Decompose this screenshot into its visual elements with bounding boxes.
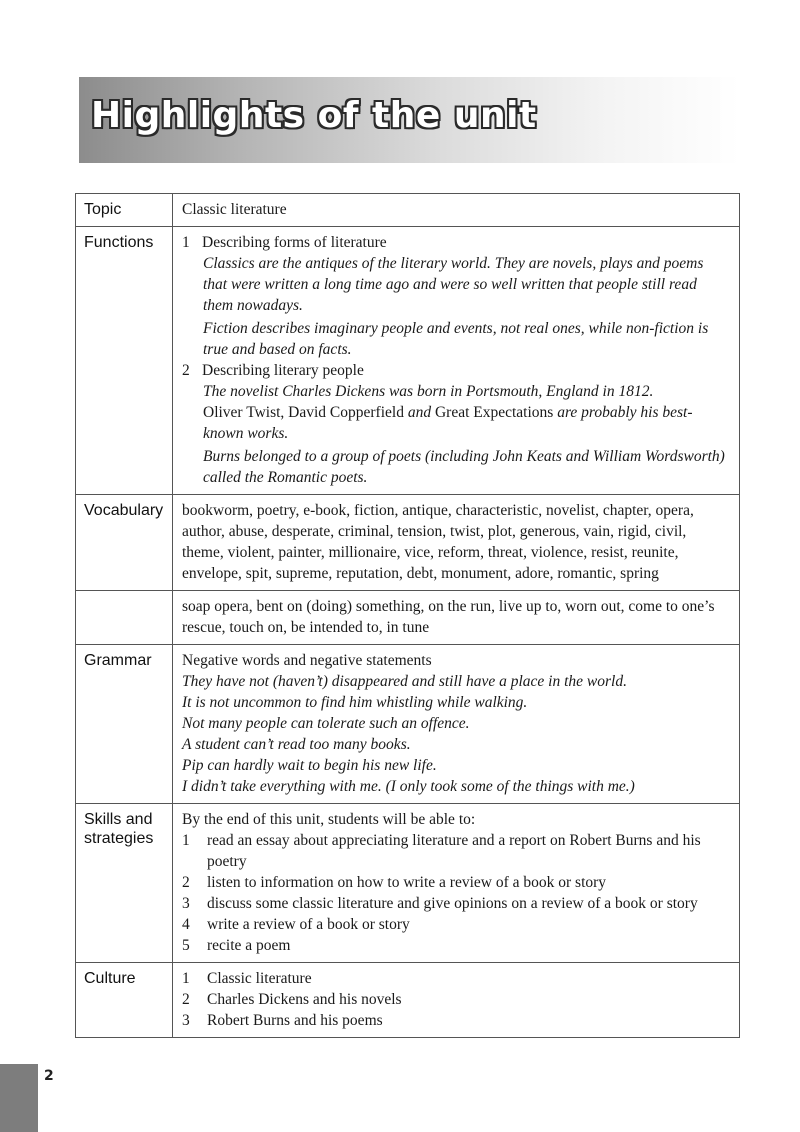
skills-item	[182, 872, 729, 893]
functions-label: Functions	[76, 227, 173, 495]
skills-item	[182, 893, 729, 914]
grammar-example: Not many people can tolerate such an offence.	[182, 715, 470, 732]
example-rest: are probably his best-known works.	[203, 404, 693, 442]
culture-item-number: 2	[182, 991, 190, 1008]
highlights-table	[75, 193, 740, 1038]
skills-item-number: 1	[182, 832, 190, 849]
culture-item	[182, 1010, 729, 1031]
skills-item-number: 5	[182, 937, 190, 954]
vocabulary-words: bookworm, poetry, e-book, fiction, antique, characteristic, novelist, chapter, opera, author, abuse, desperate, criminal, tension, twist, plot, generous, vain, rigid, civil, theme, violent, painter, millionaire, vice, reform, threat, violence, resist, reunite, envelope, spit, supreme, reputation, debt, monument, adore, romantic, spring	[173, 495, 740, 591]
skills-item-text: write a review of a book or story	[207, 916, 410, 933]
culture-item-text: Charles Dickens and his novels	[207, 991, 402, 1008]
culture-item-text: Robert Burns and his poems	[207, 1012, 383, 1029]
functions-row	[76, 227, 740, 495]
grammar-example: I didn’t take everything with me. (I only took some of the things with me.)	[182, 778, 635, 795]
skills-item-text: read an essay about appreciating literature and a report on Robert Burns and his poetry	[207, 832, 701, 870]
skills-item-text: listen to information on how to write a review of a book or story	[207, 874, 607, 891]
example-connector: and	[403, 404, 435, 421]
culture-content	[173, 963, 740, 1038]
skills-intro: By the end of this unit, students will be able to:	[182, 811, 476, 828]
grammar-example: A student can’t read too many books.	[182, 736, 411, 753]
grammar-example: They have not (haven’t) disappeared and still have a place in the world.	[182, 673, 627, 690]
topic-row	[76, 194, 740, 227]
culture-label: Culture	[76, 963, 173, 1038]
function-example: The novelist Charles Dickens was born in Portsmouth, England in 1812.	[203, 383, 654, 400]
topic-content: Classic literature	[173, 194, 740, 227]
phrases-row	[76, 591, 740, 645]
phrases-label	[76, 591, 173, 645]
grammar-row	[76, 645, 740, 804]
culture-item-number: 1	[182, 970, 190, 987]
function-example: Burns belonged to a group of poets (including John Keats and William Wordsworth) called the Romantic poets.	[203, 448, 725, 486]
vocabulary-row	[76, 495, 740, 591]
grammar-example: Pip can hardly wait to begin his new life.	[182, 757, 437, 774]
page-title: Highlights of the unit	[91, 95, 537, 136]
culture-item-text: Classic literature	[207, 970, 312, 987]
page-tab	[0, 1064, 38, 1132]
skills-item	[182, 830, 729, 872]
grammar-label: Grammar	[76, 645, 173, 804]
function-item-number: 2	[182, 362, 190, 379]
title-banner	[79, 77, 740, 163]
vocabulary-label: Vocabulary	[76, 495, 173, 591]
function-item-heading: Describing forms of literature	[202, 234, 387, 251]
skills-row	[76, 804, 740, 963]
function-item-1	[182, 232, 729, 253]
skills-label: Skills and strategies	[76, 804, 173, 963]
skills-item-text: discuss some classic literature and give opinions on a review of a book or story	[207, 895, 698, 912]
book-titles: Oliver Twist, David Copperfield	[203, 404, 404, 421]
skills-item-text: recite a poem	[207, 937, 291, 954]
grammar-example: It is not uncommon to find him whistling while walking.	[182, 694, 528, 711]
functions-content	[173, 227, 740, 495]
skills-content	[173, 804, 740, 963]
skills-item-number: 4	[182, 916, 190, 933]
function-example: Classics are the antiques of the literary world. They are novels, plays and poems that were written a long time ago and were so well written that people still read them nowadays.	[203, 255, 704, 314]
function-item-number: 1	[182, 234, 190, 251]
function-item-heading: Describing literary people	[202, 362, 364, 379]
page-number: 2	[44, 1068, 54, 1084]
function-example	[182, 402, 729, 444]
skills-item	[182, 914, 729, 935]
grammar-heading: Negative words and negative statements	[182, 652, 432, 669]
grammar-content	[173, 645, 740, 804]
culture-row	[76, 963, 740, 1038]
book-title: Great Expectations	[434, 404, 554, 421]
skills-item-number: 3	[182, 895, 190, 912]
skills-item-number: 2	[182, 874, 190, 891]
culture-item	[182, 989, 729, 1010]
function-item-2	[182, 360, 729, 381]
skills-item	[182, 935, 729, 956]
culture-item	[182, 968, 729, 989]
function-example: Fiction describes imaginary people and events, not real ones, while non-fiction is true and based on facts.	[203, 320, 709, 358]
culture-item-number: 3	[182, 1012, 190, 1029]
topic-label: Topic	[76, 194, 173, 227]
phrases-text: soap opera, bent on (doing) something, on the run, live up to, worn out, come to one’s rescue, touch on, be intended to, in tune	[173, 591, 740, 645]
